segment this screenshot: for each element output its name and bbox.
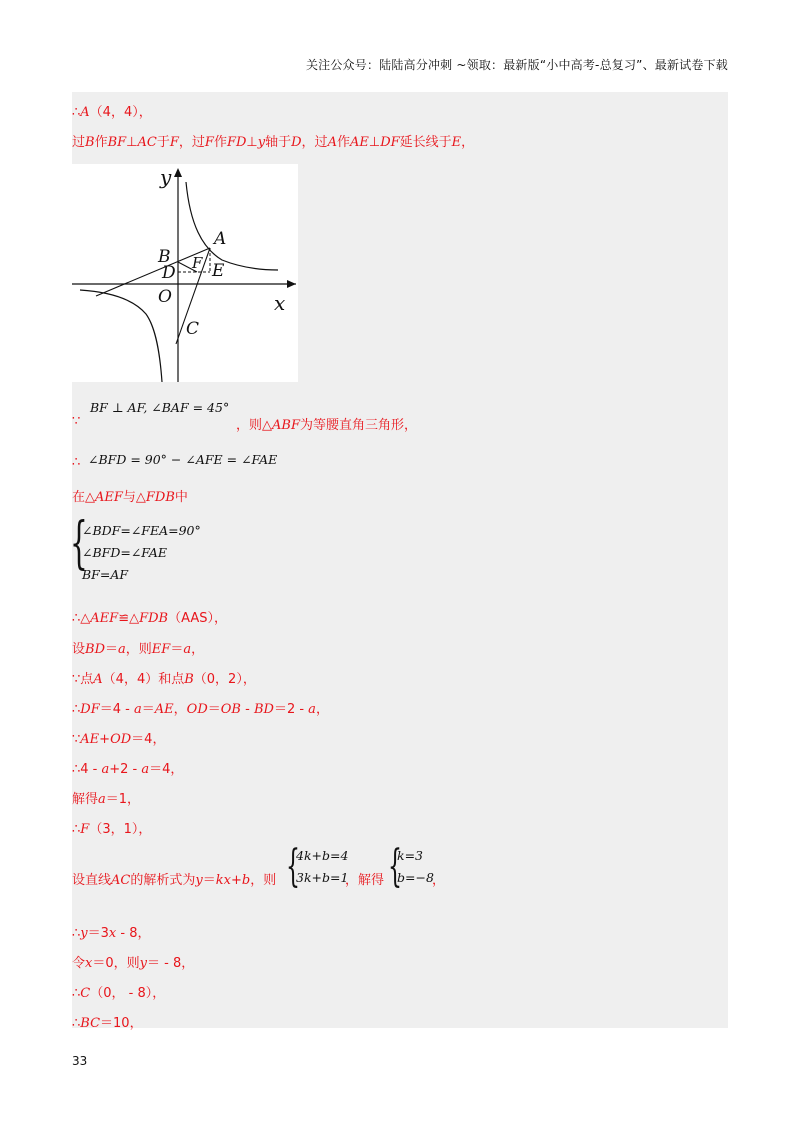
solution-line: ∴4 - a+2 - a＝4， bbox=[72, 762, 184, 777]
solution-line: ∴DF＝4 - a＝AE，OD＝OB - BD＝2 - a， bbox=[72, 702, 329, 717]
x-axis-arrow bbox=[287, 280, 296, 288]
system-row: b=−8 bbox=[397, 870, 434, 885]
label-B: B bbox=[158, 247, 171, 267]
solution-line: ∴△AEF≌△FDB（AAS）， bbox=[72, 611, 227, 626]
hyperbola-branch-lower bbox=[80, 290, 162, 382]
system-row: BF=AF bbox=[82, 567, 129, 582]
math-expression: BF ⊥ AF, ∠BAF = 45° bbox=[90, 400, 230, 415]
solution-line: ∴y＝3x - 8， bbox=[72, 926, 151, 941]
brace: { bbox=[388, 841, 402, 892]
solution-line: 设BD＝a，则EF＝a， bbox=[72, 642, 205, 657]
system-row: k=3 bbox=[397, 848, 424, 863]
label-E: E bbox=[212, 261, 225, 281]
page-number: 33 bbox=[72, 1054, 88, 1068]
solution-line: ∴F（3，1）， bbox=[72, 822, 152, 837]
label-C: C bbox=[186, 319, 200, 339]
solution-line: 令x＝0，则y＝ - 8， bbox=[72, 956, 195, 971]
label-O: O bbox=[158, 287, 172, 307]
solution-line: ∴ bbox=[72, 455, 81, 470]
solution-line: ∴C（0， - 8）， bbox=[72, 986, 166, 1001]
brace: { bbox=[70, 511, 88, 576]
solution-line: 设直线AC的解析式为y＝kx+b，则 bbox=[72, 873, 277, 888]
label-A: A bbox=[214, 229, 227, 249]
solution-line: ， bbox=[432, 873, 446, 888]
label-D: D bbox=[162, 263, 176, 283]
label-x: x bbox=[274, 291, 286, 315]
solution-line: 在△AEF与△FDB中 bbox=[72, 490, 188, 505]
solution-line: ∴BC＝10， bbox=[72, 1016, 143, 1031]
system-row: ∠BDF=∠FEA=90° bbox=[82, 523, 201, 538]
solution-line: 解得a＝1， bbox=[72, 792, 141, 807]
solution-line: 过B作BF⊥AC于F，过F作FD⊥y轴于D，过A作AE⊥DF延长线于E， bbox=[72, 135, 475, 150]
label-F: F bbox=[192, 254, 203, 272]
y-axis-arrow bbox=[174, 168, 182, 177]
system-row: ∠BFD=∠FAE bbox=[82, 545, 168, 560]
solution-line: ，解得 bbox=[345, 873, 385, 888]
solution-line: ∵ bbox=[72, 414, 81, 429]
solution-line: ∵点A（4，4）和点B（0，2）， bbox=[72, 672, 256, 687]
solution-line: ∴A（4，4）， bbox=[72, 105, 152, 120]
solution-line: ∵AE+OD＝4， bbox=[72, 732, 166, 747]
page-header: 关注公众号：陆陆高分冲刺 ~领取：最新版“小中高考-总复习”、最新试卷下载 bbox=[305, 58, 728, 72]
geometry-figure bbox=[72, 164, 298, 382]
figure-svg bbox=[72, 164, 298, 382]
system-row: 3k+b=1 bbox=[296, 870, 349, 885]
brace: { bbox=[286, 841, 300, 892]
label-y: y bbox=[160, 165, 172, 189]
math-expression: ∠BFD = 90° − ∠AFE = ∠FAE bbox=[88, 452, 278, 467]
solution-line: ，则△ABF为等腰直角三角形， bbox=[236, 418, 417, 433]
system-row: 4k+b=4 bbox=[296, 848, 349, 863]
